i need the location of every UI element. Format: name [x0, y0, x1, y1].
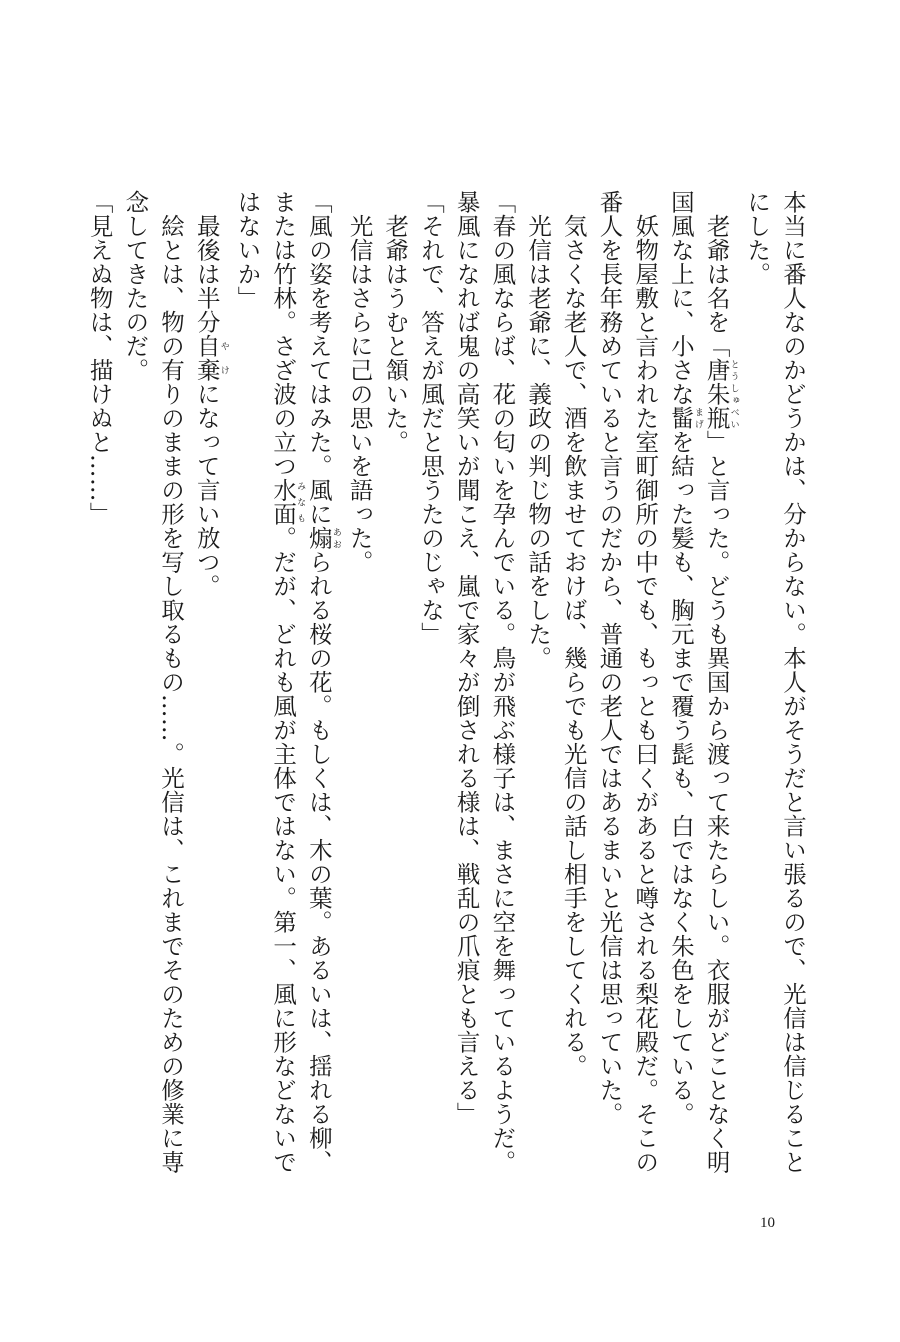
- paragraph: [188, 190, 229, 1190]
- text-run: 。だが、どれも風が主体ではない。第一、風に形などないではないか」: [233, 190, 298, 1174]
- text-run: になって言い放つ。: [192, 381, 221, 598]
- paragraph: [555, 190, 591, 1190]
- text-run: 「見えぬ物は、描けぬと……」: [85, 190, 114, 526]
- text-run: 妖物屋敷と言われた室町御所の中でも、もっとも曰くがあると噂される梨花殿だ。そこの番人を長年務めていると言うのだから、普通の老人ではあるまいと光信は思っていた。: [595, 190, 660, 1174]
- ruby-reading: みなも: [295, 478, 306, 526]
- text-run: 絵とは、物の有りのままの形を写し取るもの……。光信は、これまでそのための修業に専念してきたのだ。: [121, 190, 186, 1174]
- ruby-reading: まげ: [692, 406, 703, 430]
- text-run: 光信はさらに己の思いを語った。: [345, 213, 374, 574]
- text-run: 本当に番人なのかどうかは、分からない。本人がそうだと言い張るので、光信は信じることにした。: [743, 190, 807, 1174]
- ruby-reading: やけ: [218, 333, 229, 382]
- ruby-annotation: [269, 478, 306, 526]
- ruby-annotation: [666, 406, 703, 430]
- paragraph: [81, 190, 117, 1190]
- ruby-base: 煽: [304, 526, 333, 550]
- ruby-annotation: [192, 333, 229, 382]
- text-run: られる桜の花。もしくは、木の葉。あるいは、揺れる柳、または竹林。さざ波の立つ: [269, 190, 333, 1174]
- text-run: を結った髪も、胸元まで覆う髭も、白ではなく朱色をしている。: [666, 430, 695, 1126]
- text-run: 」と言った。どうも異国から渡って来たらしい。衣服がどことなく明国風な上に、小さな: [666, 190, 731, 1174]
- ruby-annotation: [702, 357, 739, 430]
- text-run: 老爺は名を「: [702, 213, 731, 358]
- text-run: 老爺はうむと頷いた。: [381, 213, 410, 454]
- paragraph: [662, 190, 738, 1190]
- paragraph: [117, 190, 188, 1190]
- vertical-text-body: [85, 190, 810, 1190]
- text-run: 「それで、答えが風だと思うたのじゃな」: [416, 190, 445, 646]
- paragraph: [377, 190, 413, 1190]
- ruby-reading: とうしゅべい: [728, 357, 739, 430]
- paragraph: [341, 190, 377, 1190]
- ruby-annotation: [304, 526, 341, 550]
- text-run: 「春の風ならば、花の匂いを孕んでいる。鳥が飛ぶ様子は、まさに空を舞っているようだ。暴風になれば鬼の高笑いが聞こえ、嵐で家々が倒される様は、戦乱の爪痕とも言える」: [452, 190, 517, 1174]
- text-run: 最後は半分: [192, 213, 221, 334]
- paragraph: [412, 190, 448, 1190]
- ruby-reading: あお: [330, 526, 341, 550]
- ruby-base: 自棄: [192, 333, 221, 382]
- paragraph: [229, 190, 341, 1190]
- text-run: 「風の姿を考えてはみた。風に: [304, 190, 333, 526]
- page-number: 10: [760, 1215, 775, 1231]
- ruby-base: 唐朱瓶: [702, 357, 731, 430]
- paragraph: [739, 190, 810, 1190]
- text-run: 気さくな老人で、酒を飲ませておけば、幾らでも光信の話し相手をしてくれる。: [559, 213, 588, 1078]
- ruby-base: 水面: [269, 478, 298, 526]
- paragraph: [591, 190, 662, 1190]
- paragraph: [519, 190, 555, 1190]
- text-run: 光信は老爺に、義政の判じ物の話をした。: [524, 213, 553, 670]
- ruby-base: 髷: [666, 406, 695, 430]
- paragraph: [448, 190, 519, 1190]
